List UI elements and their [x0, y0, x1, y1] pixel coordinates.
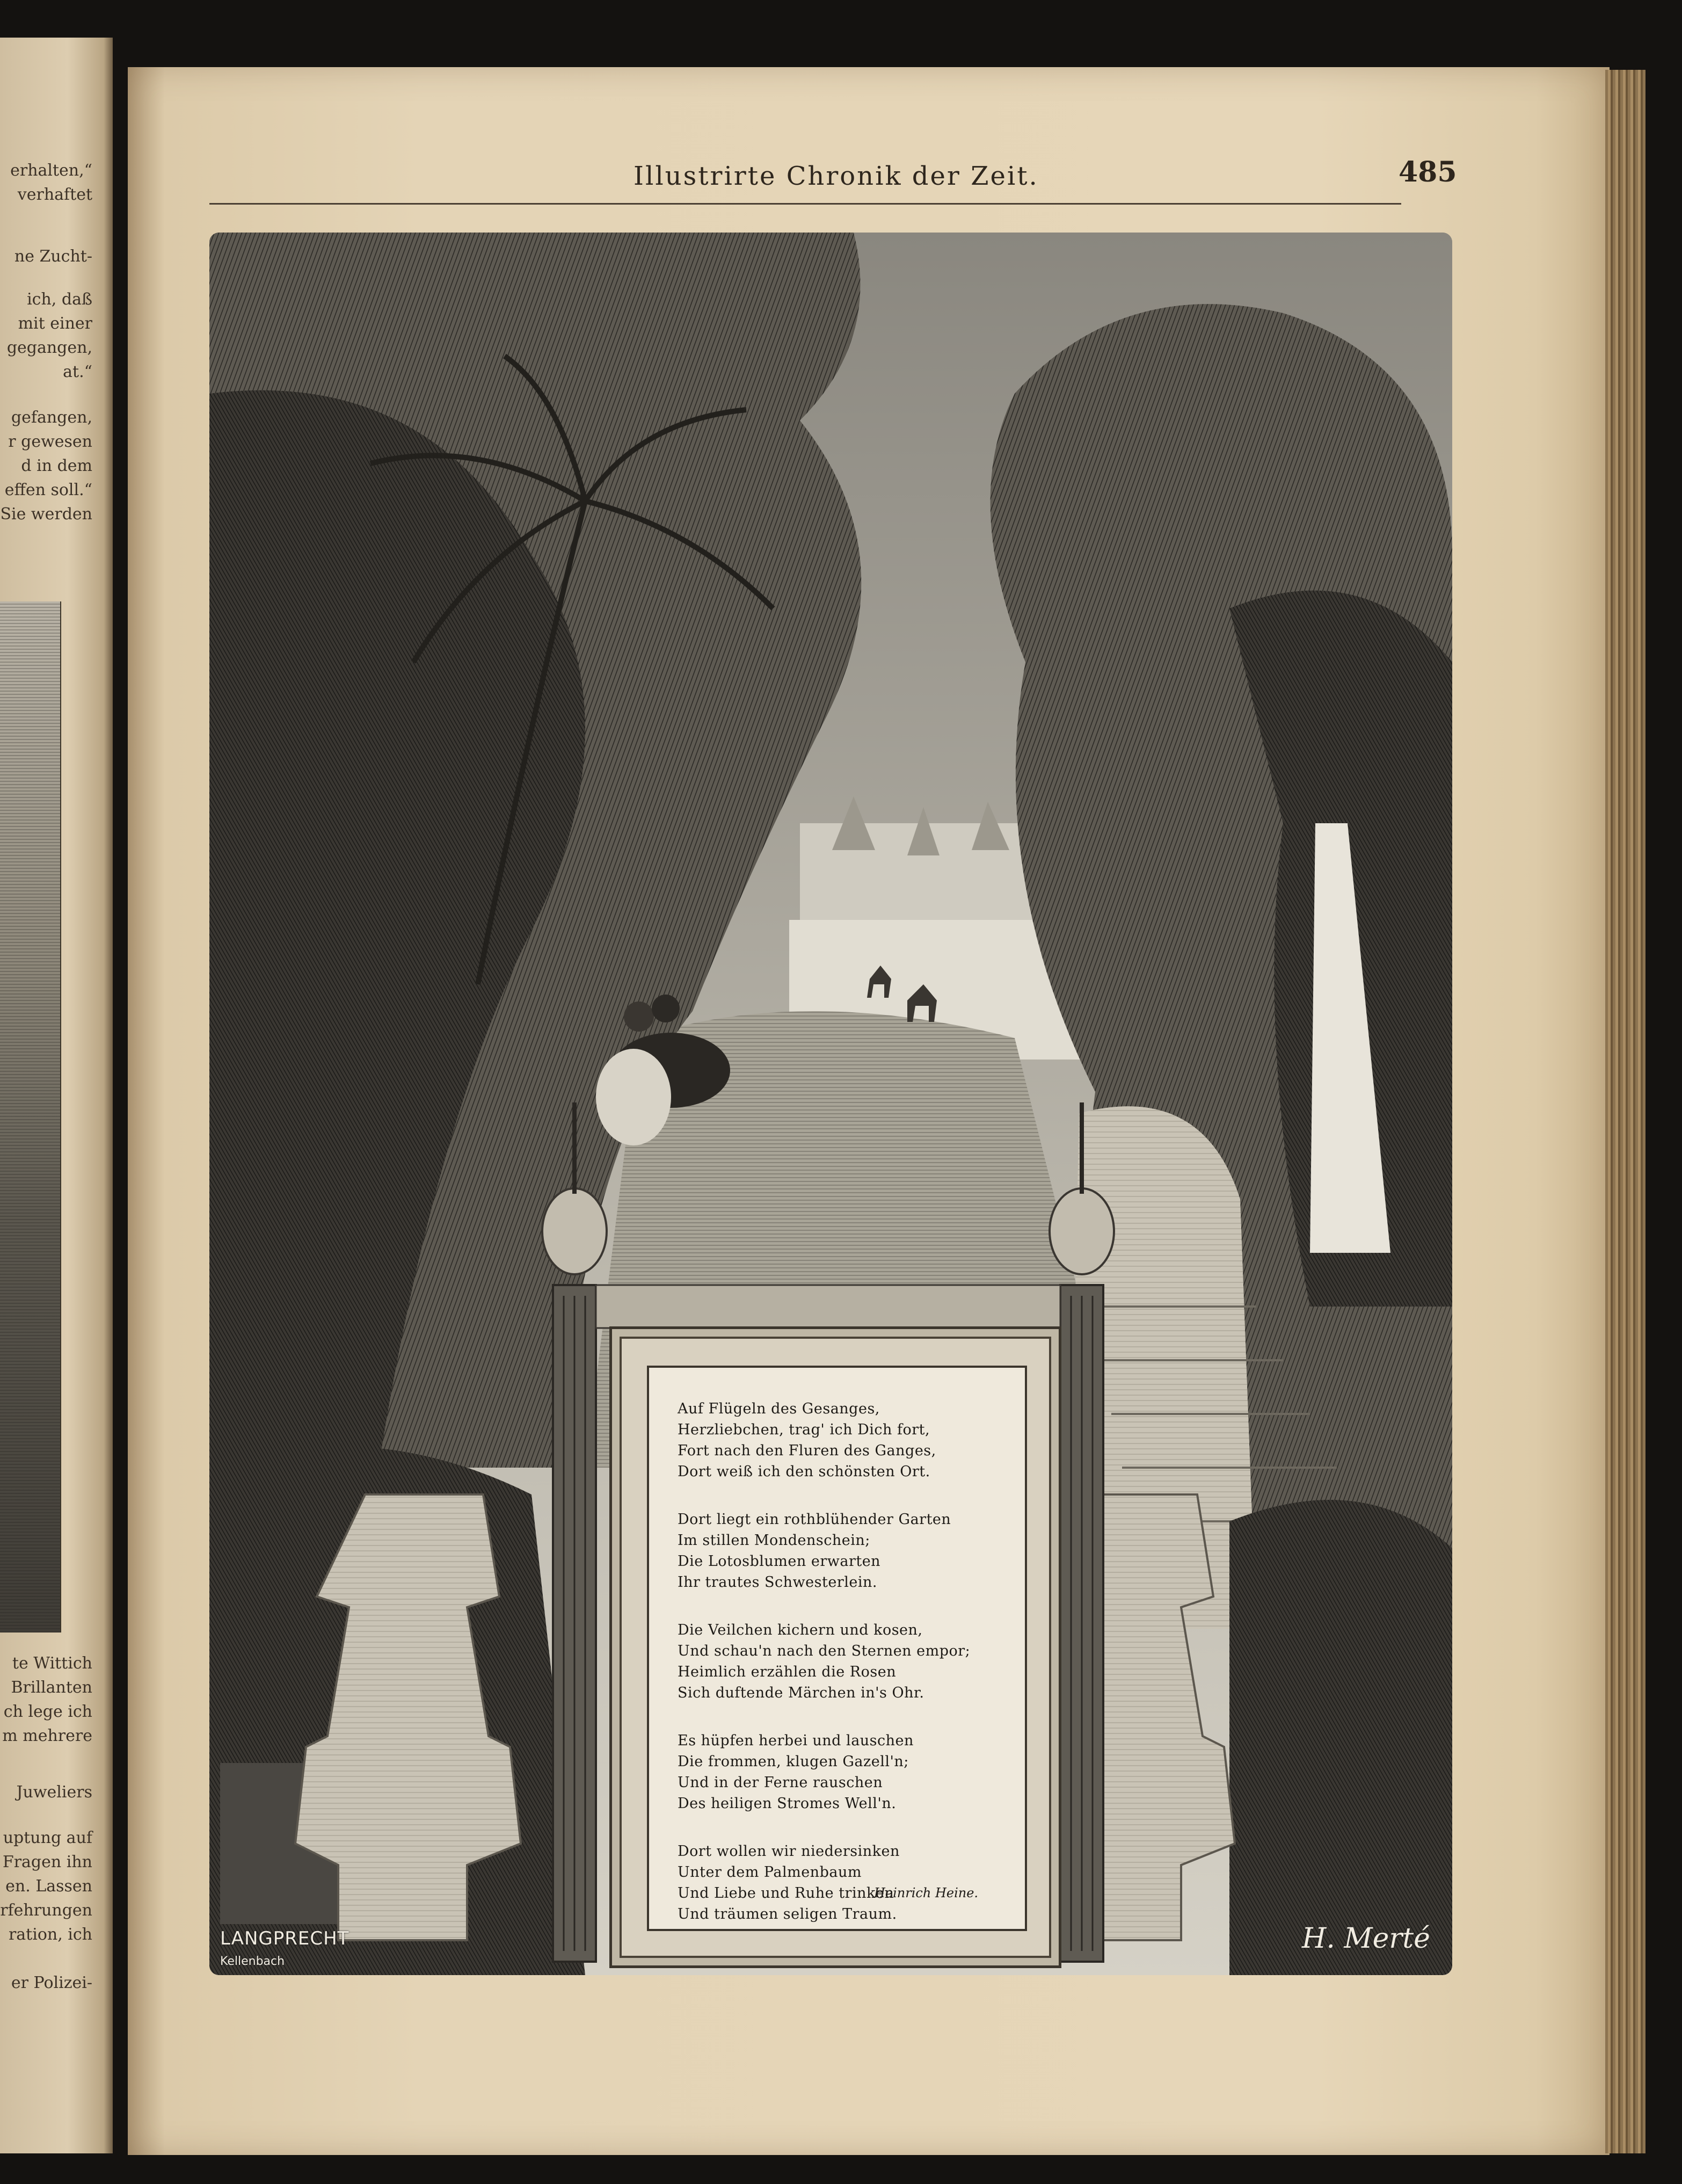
previous-page-text-line: m mehrere — [2, 1726, 92, 1745]
previous-page-text-line: Fragen ihn — [2, 1853, 92, 1871]
previous-page-text-line: effen soll.“ — [4, 481, 92, 499]
poem-line: Unter dem Palmenbaum — [678, 1864, 862, 1881]
previous-page-text-line: ration, ich — [8, 1925, 92, 1944]
poem-line: Es hüpfen herbei und lauschen — [678, 1732, 914, 1749]
previous-page-text-line: at.“ — [63, 362, 92, 381]
engraver-sub-signature: Kellenbach — [220, 1955, 285, 1968]
engraver-signature: LANGPRECHT — [220, 1928, 349, 1949]
previous-page-text-line: verhaftet — [17, 185, 92, 204]
poem-line: Fort nach den Fluren des Ganges, — [678, 1442, 936, 1459]
poem-line: Dort weiß ich den schönsten Ort. — [678, 1463, 930, 1480]
artist-signature: H. Merté — [1302, 1922, 1430, 1955]
poem-line: Die frommen, klugen Gazell'n; — [678, 1753, 909, 1770]
previous-page-text-line: er Polizei- — [11, 1973, 92, 1992]
previous-page-engraving — [0, 601, 61, 1632]
poem-line: Und Liebe und Ruhe trinken — [678, 1885, 894, 1902]
previous-page-text-line: ich, daß — [27, 290, 92, 309]
running-header-title: Illustrirte Chronik der Zeit. — [634, 161, 1039, 191]
previous-page-text-line: ch lege ich — [3, 1702, 92, 1721]
poem-line: Die Lotosblumen erwarten — [678, 1553, 881, 1570]
poem-line: Die Veilchen kichern und kosen, — [678, 1622, 923, 1638]
poem-line: Dort liegt ein rothblühender Garten — [678, 1511, 951, 1528]
previous-page-text-line: d in dem — [21, 456, 92, 475]
page-stack-edge — [1605, 70, 1645, 2153]
previous-page-text-line: en. Lassen — [5, 1877, 92, 1896]
previous-page-fragment — [0, 38, 113, 2153]
previous-page-text-line: uptung auf — [3, 1829, 92, 1847]
poem-line: Sich duftende Märchen in's Ohr. — [678, 1685, 924, 1701]
previous-page-text-line: gegangen, — [6, 338, 92, 357]
previous-page-text-line: te Wittich — [12, 1654, 92, 1673]
previous-page-text-line: gefangen, — [11, 408, 92, 427]
previous-page-text-line: Brillanten — [11, 1678, 92, 1697]
previous-page-text-line: rfehrungen — [0, 1901, 92, 1920]
header-rule — [209, 203, 1401, 205]
poem-line: Heimlich erzählen die Rosen — [678, 1664, 897, 1680]
poem-line: Und in der Ferne rauschen — [678, 1774, 883, 1791]
previous-page-text-line: ne Zucht- — [14, 247, 92, 266]
poem-line: Herzliebchen, trag' ich Dich fort, — [678, 1421, 930, 1438]
poem-line: Des heiligen Stromes Well'n. — [678, 1795, 897, 1812]
poem-line: Dort wollen wir niedersinken — [678, 1843, 900, 1860]
previous-page-text-line: Juweliers — [16, 1783, 92, 1802]
previous-page-text-line: r gewesen — [8, 432, 92, 451]
previous-page-text-line: erhalten,“ — [10, 161, 92, 180]
poem-author: Heinrich Heine. — [874, 1885, 979, 1900]
poem-line: Und träumen seligen Traum. — [678, 1906, 897, 1922]
poem-line: Im stillen Mondenschein; — [678, 1532, 870, 1549]
previous-page-text-line: Sie werden — [0, 505, 92, 524]
page-number: 485 — [1399, 156, 1457, 188]
poem-line: Und schau'n nach den Sternen empor; — [678, 1643, 971, 1659]
poem-line: Auf Flügeln des Gesanges, — [678, 1401, 880, 1417]
previous-page-text-line: mit einer — [18, 314, 92, 333]
poem-line: Ihr trautes Schwesterlein. — [678, 1574, 877, 1591]
